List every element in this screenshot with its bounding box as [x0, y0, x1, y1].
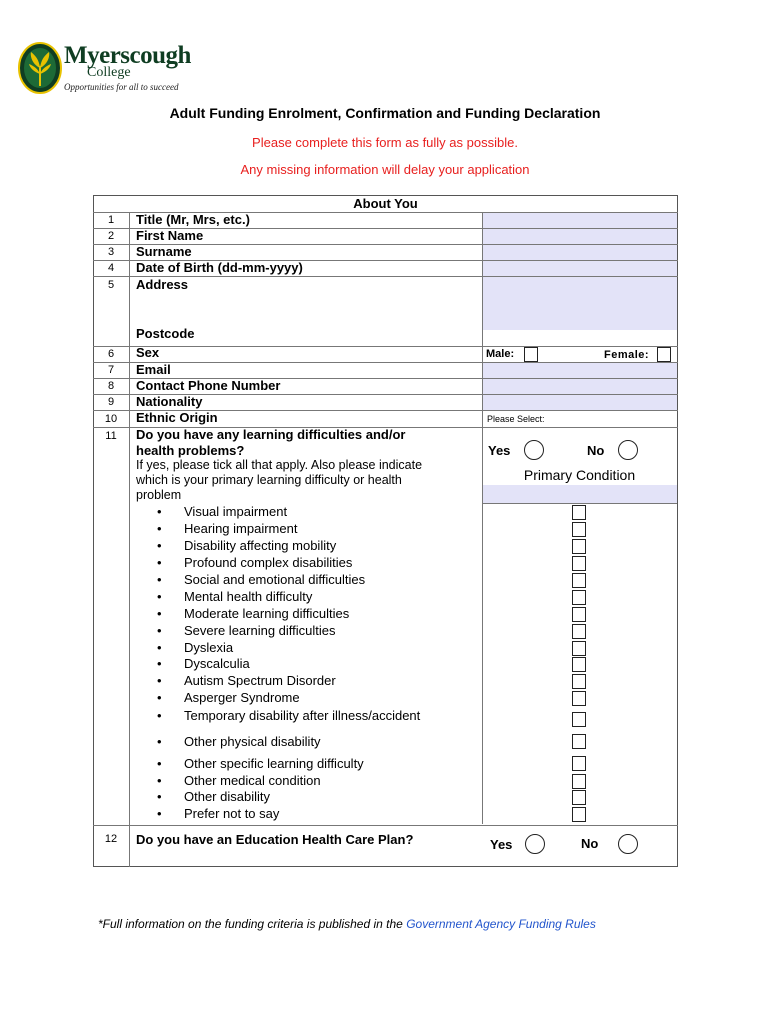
bullet-icon: • — [157, 708, 162, 723]
condition-item: • Moderate learning difficulties — [157, 606, 350, 621]
address-input[interactable] — [482, 276, 677, 330]
primary-condition-select[interactable] — [482, 485, 677, 503]
input-cells-7-9 — [482, 362, 677, 410]
label-sex: Sex — [136, 345, 160, 360]
condition-checkbox[interactable] — [572, 734, 586, 749]
bullet-icon: • — [157, 806, 162, 821]
condition-checkbox[interactable] — [572, 756, 586, 771]
male-label: Male: — [486, 348, 515, 360]
q11-no-radio[interactable] — [618, 440, 638, 460]
bullet-icon: • — [157, 640, 162, 655]
funding-rules-link[interactable]: Government Agency Funding Rules — [406, 917, 596, 931]
condition-checkbox[interactable] — [572, 807, 586, 822]
condition-checkbox[interactable] — [572, 624, 586, 639]
condition-item: • Autism Spectrum Disorder — [157, 673, 336, 688]
row-number: 7 — [107, 364, 115, 376]
q11-instruction-line: If yes, please tick all that apply. Also please indicate — [136, 458, 423, 472]
condition-checkbox[interactable] — [572, 590, 586, 605]
male-checkbox[interactable] — [524, 347, 538, 362]
row-number: 12 — [104, 833, 118, 845]
q11-yes-radio[interactable] — [524, 440, 544, 460]
condition-item: • Severe learning difficulties — [157, 623, 336, 638]
condition-checkbox[interactable] — [572, 674, 586, 689]
condition-checkbox[interactable] — [572, 539, 586, 554]
bullet-icon: • — [157, 555, 162, 570]
document-title: Adult Funding Enrolment, Confirmation and Funding Declaration — [169, 105, 601, 121]
label-postcode: Postcode — [136, 326, 195, 341]
bullet-icon: • — [157, 773, 162, 788]
bullet-icon: • — [157, 538, 162, 553]
label-health-problems: health problems? — [136, 443, 245, 458]
q11-instruction-line: which is your primary learning difficulty or health — [136, 473, 402, 487]
label-title: Title (Mr, Mrs, etc.) — [136, 212, 250, 227]
label-learning-difficulties: Do you have any learning difficulties and/or — [136, 427, 406, 442]
condition-checkbox[interactable] — [572, 691, 586, 706]
q12-yes-radio[interactable] — [525, 834, 545, 854]
condition-item: • Hearing impairment — [157, 521, 298, 536]
condition-checkbox[interactable] — [572, 790, 586, 805]
row-number: 11 — [105, 430, 117, 442]
condition-checkbox[interactable] — [572, 522, 586, 537]
bullet-icon: • — [157, 756, 162, 771]
condition-item: • Prefer not to say — [157, 806, 280, 821]
label-ehcp: Do you have an Education Health Care Plan? — [136, 832, 414, 847]
condition-item: • Other physical disability — [157, 734, 321, 749]
female-checkbox[interactable] — [657, 347, 671, 362]
logo-subname: College — [87, 65, 131, 80]
q12-yes-label: Yes — [490, 837, 513, 852]
bullet-icon: • — [157, 734, 162, 749]
condition-item: • Mental health difficulty — [157, 589, 313, 604]
bullet-icon: • — [157, 589, 162, 604]
row-number: 10 — [104, 413, 118, 425]
label-address: Address — [136, 277, 189, 292]
condition-checkbox[interactable] — [572, 641, 586, 656]
bullet-icon: • — [157, 690, 162, 705]
label-contact-phone: Contact Phone Number — [136, 378, 281, 393]
logo-name: Myerscough — [64, 42, 191, 69]
condition-checkbox[interactable] — [572, 712, 586, 727]
college-logo-emblem — [18, 42, 62, 94]
condition-checkbox[interactable] — [572, 505, 586, 520]
condition-item: • Social and emotional difficulties — [157, 572, 366, 587]
condition-checkbox[interactable] — [572, 774, 586, 789]
condition-checkbox[interactable] — [572, 573, 586, 588]
bullet-icon: • — [157, 521, 162, 536]
row-number: 8 — [107, 380, 115, 392]
q11-no-label: No — [587, 443, 605, 458]
label-ethnic-origin: Ethnic Origin — [136, 410, 218, 425]
bullet-icon: • — [157, 789, 162, 804]
label-first-name: First Name — [136, 228, 204, 243]
condition-item: • Dyscalculia — [157, 656, 250, 671]
condition-item: • Other medical condition — [157, 773, 321, 788]
condition-item: • Dyslexia — [157, 640, 234, 655]
instruction-complete: Please complete this form as fully as possible. — [252, 135, 518, 150]
row-number: 5 — [107, 279, 115, 291]
label-date-of-birth: Date of Birth (dd-mm-yyyy) — [136, 260, 303, 275]
condition-checkbox[interactable] — [572, 607, 586, 622]
condition-checkbox[interactable] — [572, 556, 586, 571]
condition-item: • Other specific learning difficulty — [157, 756, 364, 771]
condition-item: • Visual impairment — [157, 504, 288, 519]
q11-yes-label: Yes — [488, 443, 511, 458]
bullet-icon: • — [157, 572, 162, 587]
condition-item: • Other disability — [157, 789, 270, 804]
bullet-icon: • — [157, 504, 162, 519]
funding-footnote: *Full information on the funding criteria is published in the Government Agency Funding Rules — [98, 917, 596, 931]
condition-checkbox[interactable] — [572, 657, 586, 672]
condition-item: • Asperger Syndrome — [157, 690, 300, 705]
label-surname: Surname — [136, 244, 192, 259]
condition-item: • Temporary disability after illness/accident — [157, 708, 421, 723]
label-email: Email — [136, 362, 171, 377]
row-number: 2 — [107, 230, 115, 242]
q12-no-radio[interactable] — [618, 834, 638, 854]
row-number: 4 — [107, 262, 115, 274]
q12-no-label: No — [581, 836, 599, 851]
primary-condition-label: Primary Condition — [523, 467, 636, 483]
bullet-icon: • — [157, 606, 162, 621]
bullet-icon: • — [157, 623, 162, 638]
section-header: About You — [353, 196, 418, 211]
condition-item: • Disability affecting mobility — [157, 538, 337, 553]
condition-item: • Profound complex disabilities — [157, 555, 353, 570]
ethnic-origin-select[interactable]: Please Select: — [487, 414, 545, 424]
bullet-icon: • — [157, 673, 162, 688]
q11-instruction-line: problem — [136, 488, 182, 502]
label-nationality: Nationality — [136, 394, 203, 409]
row-number: 9 — [107, 396, 115, 408]
row-number: 6 — [107, 348, 115, 360]
bullet-icon: • — [157, 656, 162, 671]
instruction-missing: Any missing information will delay your application — [240, 162, 530, 177]
female-label: Female: — [604, 349, 650, 361]
logo-tagline: Opportunities for all to succeed — [64, 82, 179, 92]
row-number: 1 — [107, 214, 115, 226]
row-number: 3 — [107, 246, 115, 258]
